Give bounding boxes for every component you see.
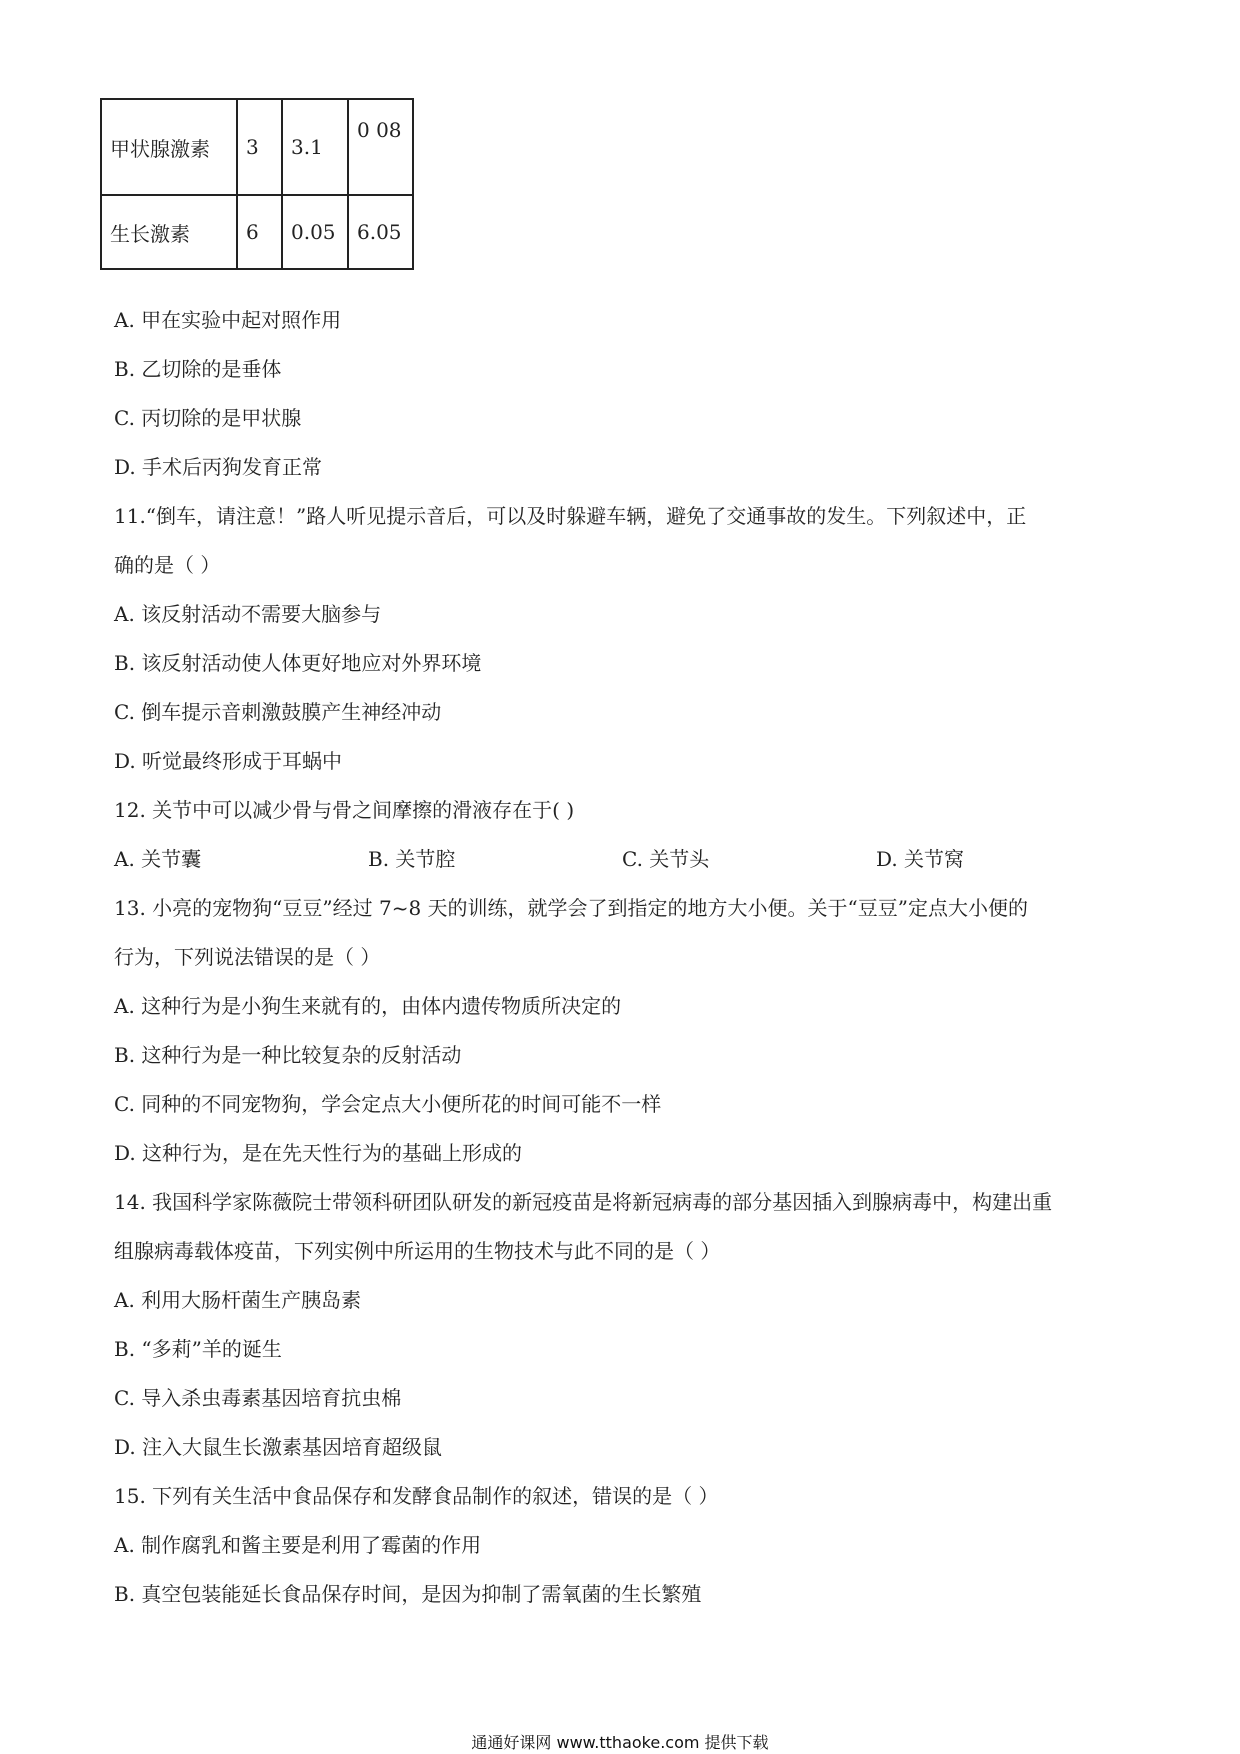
q10-option-b: B. 乙切除的是垂体 — [114, 357, 282, 381]
hormone-table — [100, 98, 414, 270]
table-cell-name: 生长激素 — [101, 195, 237, 269]
q11-option-d: D. 听觉最终形成于耳蜗中 — [114, 749, 343, 773]
q11-stem-line1: 11.“倒车，请注意！”路人听见提示音后，可以及时躲避车辆，避免了交通事故的发生。下列叙述中，正 — [114, 504, 1027, 528]
q10-option-a: A. 甲在实验中起对照作用 — [114, 308, 342, 332]
q14-option-c: C. 导入杀虫毒素基因培育抗虫棉 — [114, 1386, 402, 1410]
table-row — [101, 99, 413, 195]
q12-option-c: C. 关节头 — [622, 847, 710, 871]
q11-option-c: C. 倒车提示音刺激鼓膜产生神经冲动 — [114, 700, 442, 724]
q10-option-c: C. 丙切除的是甲状腺 — [114, 406, 302, 430]
table-row — [101, 195, 413, 269]
q14-option-b: B. “多莉”羊的诞生 — [114, 1337, 282, 1361]
q12-option-a: A. 关节囊 — [114, 847, 202, 871]
q11-option-b: B. 该反射活动使人体更好地应对外界环境 — [114, 651, 482, 675]
q13-option-b: B. 这种行为是一种比较复杂的反射活动 — [114, 1043, 462, 1067]
q15-stem: 15. 下列有关生活中食品保存和发酵食品制作的叙述，错误的是（ ） — [114, 1484, 719, 1508]
q13-stem-line2: 行为，下列说法错误的是（ ） — [114, 945, 381, 969]
q12-stem: 12. 关节中可以减少骨与骨之间摩擦的滑液存在于( ) — [114, 798, 575, 822]
table-cell-name: 甲状腺激素 — [101, 99, 237, 195]
q14-stem-line2: 组腺病毒载体疫苗，下列实例中所运用的生物技术与此不同的是（ ） — [114, 1239, 721, 1263]
q14-option-a: A. 利用大肠杆菌生产胰岛素 — [114, 1288, 362, 1312]
table-cell: 6 — [237, 195, 282, 269]
q12-option-d: D. 关节窝 — [876, 847, 965, 871]
q15-option-a: A. 制作腐乳和酱主要是利用了霉菌的作用 — [114, 1533, 482, 1557]
q11-option-a: A. 该反射活动不需要大脑参与 — [114, 602, 382, 626]
q13-stem-line1: 13. 小亮的宠物狗“豆豆”经过 7~8 天的训练，就学会了到指定的地方大小便。关于“豆豆”定点大小便的 — [114, 896, 1028, 920]
table-cell: 0.05 — [282, 195, 348, 269]
page-footer: 通通好课网 www.tthaoke.com 提供下载 — [471, 1733, 769, 1752]
q13-option-d: D. 这种行为，是在先天性行为的基础上形成的 — [114, 1141, 523, 1165]
table-cell: 3.1 — [282, 99, 348, 195]
q13-option-c: C. 同种的不同宠物狗，学会定点大小便所花的时间可能不一样 — [114, 1092, 662, 1116]
q15-option-b: B. 真空包装能延长食品保存时间，是因为抑制了需氧菌的生长繁殖 — [114, 1582, 702, 1606]
table-cell: 0 08 — [348, 99, 413, 195]
table-cell: 3 — [237, 99, 282, 195]
q10-option-d: D. 手术后丙狗发育正常 — [114, 455, 323, 479]
q13-option-a: A. 这种行为是小狗生来就有的，由体内遗传物质所决定的 — [114, 994, 622, 1018]
table-cell: 6.05 — [348, 195, 413, 269]
q14-stem-line1: 14. 我国科学家陈薇院士带领科研团队研发的新冠疫苗是将新冠病毒的部分基因插入到腺病毒中，构建出重 — [114, 1190, 1053, 1214]
q12-option-b: B. 关节腔 — [368, 847, 456, 871]
q14-option-d: D. 注入大鼠生长激素基因培育超级鼠 — [114, 1435, 443, 1459]
q11-stem-line2: 确的是（ ） — [114, 553, 221, 577]
